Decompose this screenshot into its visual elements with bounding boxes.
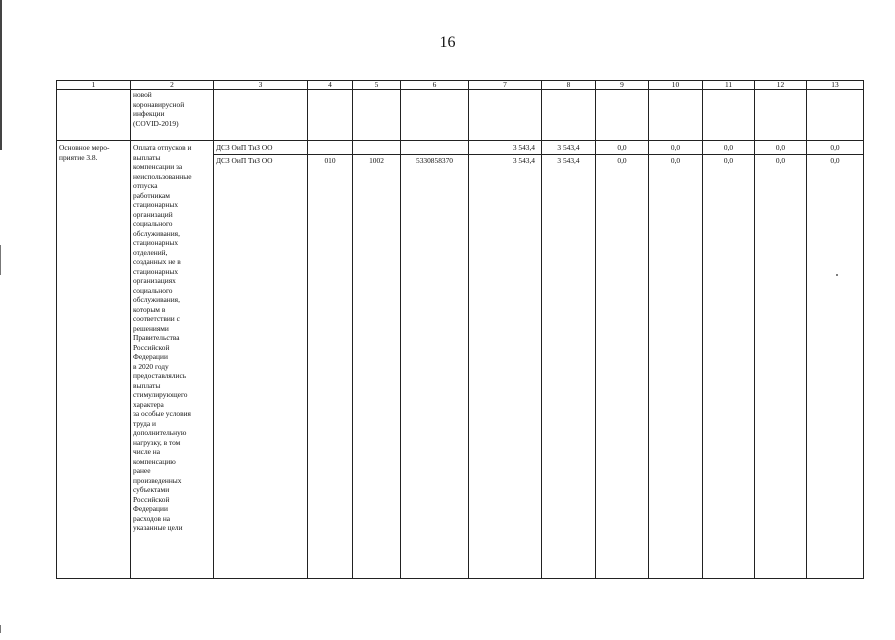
value-cell: 0,0 xyxy=(807,141,864,155)
col-header: 2 xyxy=(131,81,214,90)
scan-edge-line xyxy=(0,0,2,150)
rzpr-cell: 1002 xyxy=(353,155,401,579)
value-cell: 0,0 xyxy=(596,141,649,155)
executor-cell: ДСЗ ОиП ТиЗ ОО xyxy=(214,155,308,579)
grbs-cell xyxy=(308,141,353,155)
rzpr-cell xyxy=(353,141,401,155)
csr-cell xyxy=(401,141,469,155)
continuation-row xyxy=(57,90,864,141)
col-header: 4 xyxy=(308,81,353,90)
col-header: 1 xyxy=(57,81,131,90)
col-header: 8 xyxy=(542,81,596,90)
value-cell: 0,0 xyxy=(807,155,864,579)
page-number: 16 xyxy=(439,34,456,51)
scan-speck xyxy=(836,274,838,276)
col-header: 5 xyxy=(353,81,401,90)
measure-description: Оплата отпусков и выплаты компенсации за неиспользованные отпуска работникам стационарных организаций социального обслуживания, стационарных отделений, созданных не в стационарных организациях социального обслуживания, которым в соответствии с решениями Правительства Российской Федерации в 2020 году предоставлялись выплаты стимулирующего характера за особые условия труда и дополнительную нагрузку, в том числе на компенсацию ранее произведенных субъектами Российской Федерации расходов на указанные цели xyxy=(131,141,214,579)
col-header: 12 xyxy=(755,81,807,90)
value-cell: 3 543,4 xyxy=(542,141,596,155)
executor-cell: ДСЗ ОиП ТиЗ ОО xyxy=(214,141,308,155)
scan-edge-mark xyxy=(0,245,1,275)
value-cell: 3 543,4 xyxy=(542,155,596,579)
header-row xyxy=(57,81,864,90)
col-header: 13 xyxy=(807,81,864,90)
value-cell: 0,0 xyxy=(755,141,807,155)
col-header: 9 xyxy=(596,81,649,90)
value-cell: 0,0 xyxy=(649,141,703,155)
col-header: 3 xyxy=(214,81,308,90)
value-cell: 0,0 xyxy=(703,155,755,579)
value-cell: 3 543,4 xyxy=(469,155,542,579)
col-header: 6 xyxy=(401,81,469,90)
value-cell: 0,0 xyxy=(755,155,807,579)
value-cell: 0,0 xyxy=(596,155,649,579)
value-cell: 0,0 xyxy=(649,155,703,579)
col-header: 11 xyxy=(703,81,755,90)
scan-edge-mark xyxy=(0,625,1,633)
measure-label: Основное меро- приятие 3.8. xyxy=(57,141,131,579)
value-cell: 3 543,4 xyxy=(469,141,542,155)
continuation-text: новой коронавирусной инфекции (COVID-2019) xyxy=(131,90,214,141)
csr-cell: 5330858370 xyxy=(401,155,469,579)
col-header: 7 xyxy=(469,81,542,90)
col-header: 10 xyxy=(649,81,703,90)
grbs-cell: 010 xyxy=(308,155,353,579)
budget-table xyxy=(56,80,864,579)
value-cell: 0,0 xyxy=(703,141,755,155)
table-row xyxy=(57,141,864,155)
